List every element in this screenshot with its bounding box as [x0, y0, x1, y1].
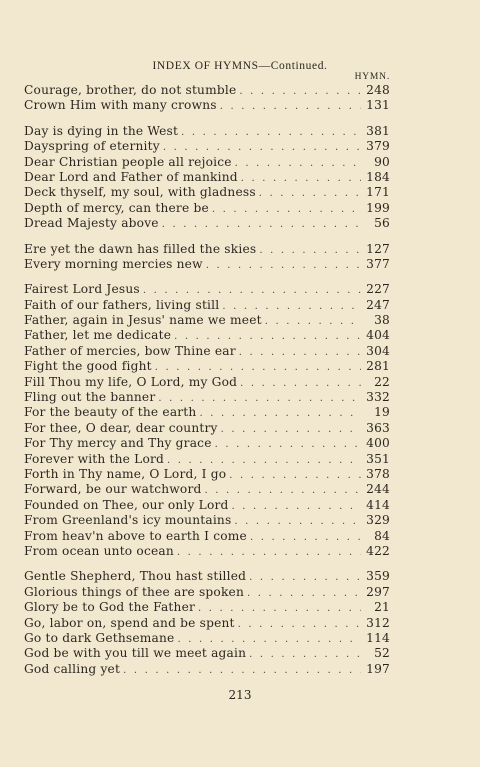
dot-leader	[241, 171, 361, 186]
dot-leader	[177, 545, 361, 560]
hymn-title: Faith of our fathers, living still	[24, 297, 220, 312]
dot-leader	[123, 663, 361, 678]
hymn-title: Forth in Thy name, O Lord, I go	[24, 466, 227, 481]
dot-leader	[167, 453, 361, 468]
index-entry	[24, 216, 390, 231]
hymn-number: 379	[366, 139, 390, 154]
hymn-number: 227	[366, 282, 390, 297]
index-entry	[24, 421, 390, 436]
hymn-index-list	[24, 83, 390, 687]
hymn-number: 400	[366, 436, 390, 451]
hymn-number: 21	[374, 600, 390, 615]
dot-leader	[234, 514, 361, 529]
index-entry	[24, 242, 390, 257]
index-entry	[24, 282, 390, 297]
index-entry	[24, 170, 390, 185]
hymn-title: Father, let me dedicate	[24, 328, 172, 343]
index-entry	[24, 467, 390, 482]
index-entry	[24, 646, 390, 661]
index-group	[24, 83, 390, 114]
hymn-title: Gentle Shepherd, Thou hast stilled	[24, 569, 247, 584]
hymn-title: From Greenland's icy mountains	[24, 513, 232, 528]
index-entry	[24, 405, 390, 420]
hymn-title: For thee, O dear, dear country	[24, 420, 218, 435]
index-entry	[24, 513, 390, 528]
hymn-title: Father of mercies, bow Thine ear	[24, 343, 236, 358]
hymn-number: 329	[366, 513, 390, 528]
dot-leader	[250, 530, 361, 545]
hymn-number: 244	[366, 482, 390, 497]
hymn-number: 114	[366, 630, 390, 645]
index-entry	[24, 436, 390, 451]
index-entry	[24, 328, 390, 343]
index-entry	[24, 139, 390, 154]
hymn-number: 414	[366, 497, 390, 512]
hymn-title: Go to dark Gethsemane	[24, 630, 175, 645]
index-entry	[24, 313, 390, 328]
hymn-title: Depth of mercy, can there be	[24, 200, 209, 215]
index-entry	[24, 344, 390, 359]
hymn-number: 332	[366, 390, 390, 405]
index-entry	[24, 155, 390, 170]
hymn-title: Fling out the banner	[24, 390, 156, 405]
hymn-title: Founded on Thee, our only Lord	[24, 497, 229, 512]
hymn-title: Deck thyself, my soul, with gladness	[24, 185, 256, 200]
dot-leader	[212, 202, 361, 217]
index-entry	[24, 257, 390, 272]
hymn-title: From ocean unto ocean	[24, 543, 174, 558]
hymn-title: Dear Lord and Father of mankind	[24, 169, 238, 184]
dot-leader	[238, 617, 361, 632]
hymn-column-label: HYMN.	[354, 72, 390, 82]
hymn-title: Dayspring of eternity	[24, 139, 160, 154]
dot-leader	[249, 570, 361, 585]
dot-leader	[249, 647, 361, 662]
index-entry	[24, 359, 390, 374]
hymn-number: 363	[366, 420, 390, 435]
hymn-number: 297	[366, 584, 390, 599]
hymn-number: 247	[366, 297, 390, 312]
dot-leader	[229, 468, 361, 483]
index-entry	[24, 544, 390, 559]
index-entry	[24, 185, 390, 200]
hymn-number: 351	[366, 451, 390, 466]
hymn-number: 381	[366, 123, 390, 138]
hymn-title: Dear Christian people all rejoice	[24, 154, 232, 169]
dot-leader	[206, 258, 361, 273]
index-entry	[24, 631, 390, 646]
dot-leader	[143, 283, 361, 298]
dot-leader	[177, 632, 361, 647]
hymn-number: 184	[366, 169, 390, 184]
hymn-number: 312	[366, 615, 390, 630]
hymn-title: Every morning mercies new	[24, 256, 203, 271]
dot-leader	[239, 345, 361, 360]
index-entry	[24, 201, 390, 216]
hymn-number: 304	[366, 343, 390, 358]
index-entry	[24, 585, 390, 600]
hymn-title: From heav'n above to earth I come	[24, 528, 247, 543]
hymn-number: 377	[366, 256, 390, 271]
hymn-title: Forward, be our watchword	[24, 482, 202, 497]
index-entry	[24, 375, 390, 390]
hymn-number: 22	[374, 374, 390, 389]
hymn-number: 197	[366, 661, 390, 676]
hymn-number: 56	[374, 216, 390, 231]
hymn-title: Glorious things of thee are spoken	[24, 584, 245, 599]
index-group	[24, 242, 390, 273]
hymn-number: 127	[366, 241, 390, 256]
dot-leader	[222, 299, 361, 314]
hymn-title: God calling yet	[24, 661, 121, 676]
hymn-title: Father, again in Jesus' name we meet	[24, 313, 262, 328]
hymn-title: For the beauty of the earth	[24, 405, 197, 420]
hymn-number: 171	[366, 185, 390, 200]
dot-leader	[265, 314, 361, 329]
dot-leader	[221, 422, 361, 437]
dot-leader	[163, 140, 361, 155]
hymn-title: Fill Thou my life, O Lord, my God	[24, 374, 238, 389]
index-entry	[24, 98, 390, 113]
dot-leader	[181, 125, 361, 140]
dot-leader	[199, 406, 361, 421]
hymn-number: 404	[366, 328, 390, 343]
index-group	[24, 569, 390, 677]
page-title: INDEX OF HYMNS—Continued.	[152, 60, 328, 72]
hymn-number: 38	[374, 313, 390, 328]
hymn-number: 84	[374, 528, 390, 543]
hymn-number: 378	[366, 466, 390, 481]
hymn-number: 90	[374, 154, 390, 169]
hymn-title: God be with you till we meet again	[24, 646, 247, 661]
hymn-title: Glory be to God the Father	[24, 600, 196, 615]
dot-leader	[235, 156, 361, 171]
index-entry	[24, 569, 390, 584]
index-entry	[24, 124, 390, 139]
hymn-title: Ere yet the dawn has filled the skies	[24, 241, 257, 256]
dot-leader	[220, 99, 361, 114]
dot-leader	[174, 329, 361, 344]
hymn-title: Day is dying in the West	[24, 123, 179, 138]
index-entry	[24, 600, 390, 615]
dot-leader	[247, 586, 361, 601]
hymn-title: Courage, brother, do not stumble	[24, 83, 237, 97]
dot-leader	[155, 360, 361, 375]
index-entry	[24, 662, 390, 677]
dot-leader	[215, 437, 361, 452]
hymn-title: Forever with the Lord	[24, 451, 165, 466]
dot-leader	[259, 186, 361, 201]
hymn-title: Dread Majesty above	[24, 216, 159, 231]
index-entry	[24, 83, 390, 98]
index-entry	[24, 390, 390, 405]
page-number: 213	[228, 688, 252, 702]
hymn-number: 131	[366, 98, 390, 113]
dot-leader	[162, 217, 361, 232]
hymn-number: 359	[366, 569, 390, 584]
index-entry	[24, 482, 390, 497]
index-entry	[24, 298, 390, 313]
dot-leader	[259, 243, 361, 258]
dot-leader	[204, 483, 361, 498]
index-entry	[24, 452, 390, 467]
index-entry	[24, 616, 390, 631]
hymn-number: 19	[374, 405, 390, 420]
dot-leader	[239, 84, 361, 99]
hymn-title: Fight the good fight	[24, 359, 152, 374]
index-group	[24, 124, 390, 232]
dot-leader	[158, 391, 361, 406]
hymn-number: 199	[366, 200, 390, 215]
dot-leader	[198, 601, 361, 616]
dot-leader	[240, 376, 361, 391]
index-entry	[24, 498, 390, 513]
hymn-number: 248	[366, 83, 390, 97]
hymn-title: Crown Him with many crowns	[24, 98, 217, 113]
index-group	[24, 282, 390, 559]
hymn-number: 52	[374, 646, 390, 661]
hymn-title: Fairest Lord Jesus	[24, 282, 140, 297]
index-entry	[24, 529, 390, 544]
hymn-title: Go, labor on, spend and be spent	[24, 615, 235, 630]
hymn-number: 422	[366, 543, 390, 558]
hymn-number: 281	[366, 359, 390, 374]
dot-leader	[232, 499, 361, 514]
hymn-title: For Thy mercy and Thy grace	[24, 436, 212, 451]
